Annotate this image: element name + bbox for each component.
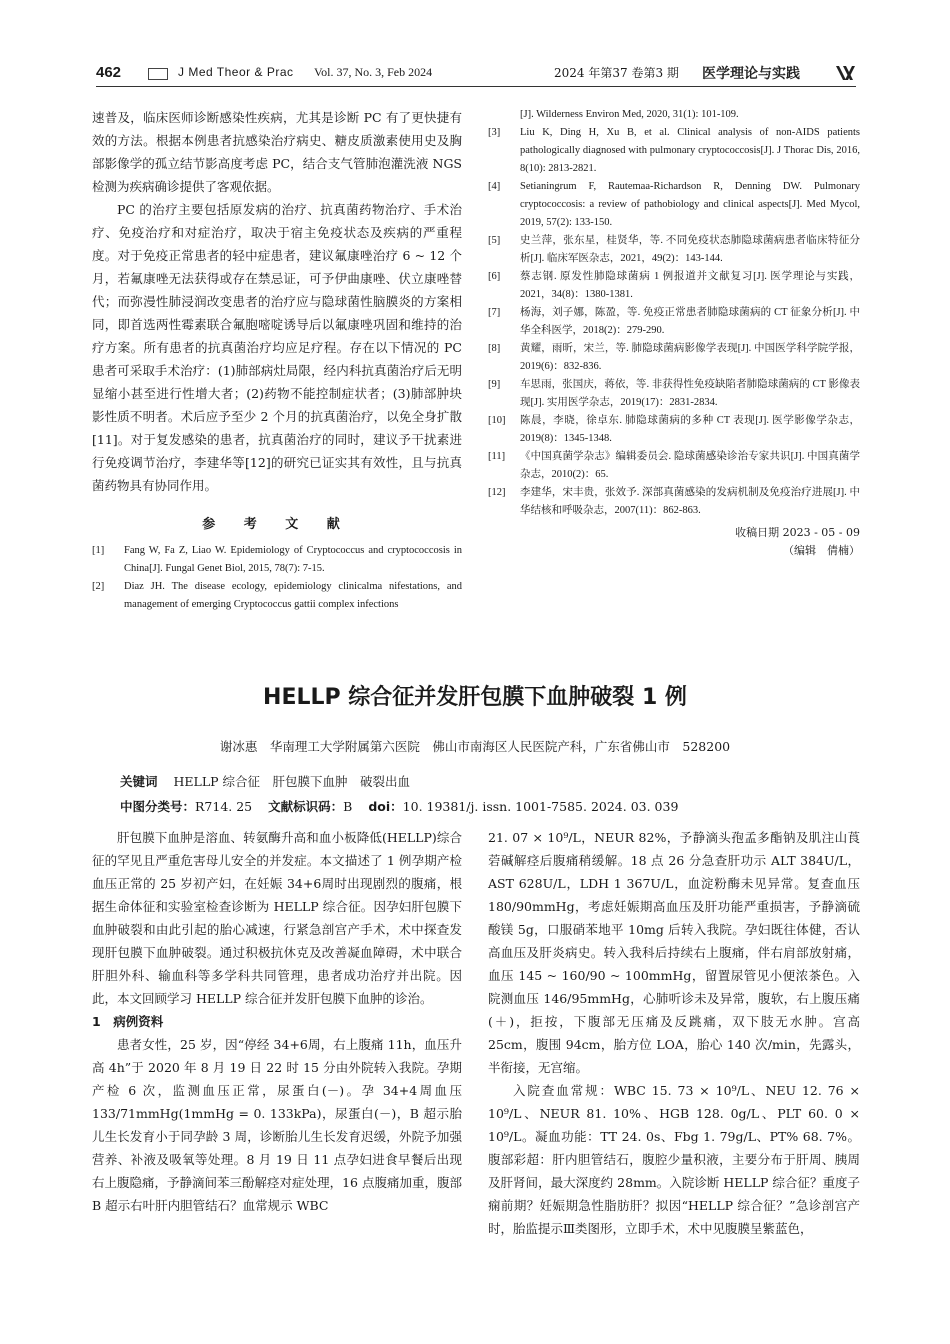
reference-number: [5] bbox=[488, 235, 501, 246]
reference-text: 车思雨，张国庆，蒋依，等. 非获得性免疫缺陷者肺隐球菌病的 CT 影像表现[J]. 实用医学杂志，2019(17)：2831-2834. bbox=[520, 379, 860, 408]
reference-item bbox=[92, 578, 462, 614]
reference-item bbox=[488, 448, 860, 484]
reference-number: [1] bbox=[92, 545, 105, 556]
article-title: HELLP 综合征并发肝包膜下血肿破裂 1 例 bbox=[263, 685, 687, 710]
reference-text: 黄耀，雨昕，宋兰，等. 肺隐球菌病影像学表现[J]. 中国医学科学院学报，2019(6)：832-836. bbox=[520, 343, 860, 372]
case-paragraph: 入院查血常规：WBC 15. 73 × 10⁹/L、NEU 12. 76 × 10⁹/L、NEUR 81. 10%、HGB 128. 0g/L、PLT 60. 0 × 10⁹/L。凝血功能：TT 24. 0s、Fbg 1. 79g/L、PT% 68. 7%。腹部彩超：肝内胆管结石，腹腔少量积液，主要分布于肝周、胰周及肝肾间，最大深度约 28mm。入院诊断 HELLP 综合征？重度子痫前期？妊娠期急性脂肪肝？拟因“HELLP 综合征？”急诊剖宫产时，胎监提示Ⅲ类图形，立即手术，术中见腹膜呈紫蓝色， bbox=[488, 1083, 860, 1236]
clc-value: R714. 25 bbox=[195, 799, 253, 814]
editor-credit: （编辑 倩楠） bbox=[783, 544, 860, 557]
prev-article-right-column bbox=[488, 106, 860, 560]
reference-text: 史兰萍，张东星，桂贤华，等. 不同免疫状态肺隐球菌病患者临床特征分析[J]. 临床军医杂志，2021，49(2)：143-144. bbox=[520, 235, 860, 264]
reference-text: 陈晨，李晓，徐卓东. 肺隐球菌病的多种 CT 表现[J]. 医学影像学杂志，2019(8)：1345-1348. bbox=[520, 415, 860, 444]
reference-text: Fang W, Fa Z, Liao W. Epidemiology of Cryptococcus and cryptococcosis in China[J]. Fungal Genet Biol, 2015, 78(7): 7-15. bbox=[124, 545, 462, 574]
page-header bbox=[96, 64, 856, 90]
case-paragraph: 患者女性，25 岁，因“停经 34+6周，右上腹痛 11h，血压升高 4h”于 2020 年 8 月 19 日 22 时 15 分由外院转入我院。孕期产检 6 次，监测血压正常，尿蛋白(－)。孕 34+4周血压 133/71mmHg(1mmHg = 0. 133kPa)，尿蛋白(－)，B 超示胎儿生长发育小于同孕龄 3 周，诊断胎儿生长发育迟缓，外院予加强营养、补液及吸氧等处理。8 月 19 日 11 点孕妇进食早餐后出现右上腹隐痛，予静滴间苯三酚解痉对症处理，16 点腹痛加重，腹部 B 超示右叶肝内胆管结石？血常规示 WBC bbox=[92, 1037, 462, 1213]
reference-item bbox=[92, 542, 462, 578]
reference-item bbox=[488, 484, 860, 520]
volume-info: Vol. 37, No. 3, Feb 2024 bbox=[314, 65, 433, 79]
reference-item bbox=[488, 124, 860, 178]
section-heading: 1 病例资料 bbox=[92, 1014, 164, 1029]
reference-continuation: [J]. Wilderness Environ Med, 2020, 31(1): 101-109. bbox=[520, 109, 739, 120]
keywords-value: HELLP 综合征 肝包膜下血肿 破裂出血 bbox=[173, 774, 411, 789]
reference-item bbox=[488, 376, 860, 412]
prev-article-left-column bbox=[92, 106, 462, 614]
reference-text: 李建华，宋丰贵，张效予. 深部真菌感染的发病机制及免疫治疗进展[J]. 中华结核和呼吸杂志，2007(11)：862-863. bbox=[520, 487, 860, 516]
author-affiliation: 谢冰惠 华南理工大学附属第六医院 佛山市南海区人民医院产科，广东省佛山市 528200 bbox=[219, 739, 731, 754]
reference-item bbox=[488, 268, 860, 304]
body-paragraph: PC 的治疗主要包括原发病的治疗、抗真菌药物治疗、手术治疗、免疫治疗和对症治疗，取决于宿主免疫状态及疾病的严重程度。对于免疫正常患者的轻中症患者，建议氟康唑治疗 6 ~ 12 个月，若氟康唑无法获得或存在禁忌证，可予伊曲康唑、伏立康唑替代；而弥漫性肺浸润改变患者的治疗应与隐球菌性脑膜炎的方案相同，即首选两性霉素联合氟胞嘧啶诱导后以氟康唑巩固和维持的治疗方案。所有患者的抗真菌治疗均应足疗程。存在以下情况的 PC 患者可采取手术治疗：(1)肺部病灶局限，经内科抗真菌治疗后无明显缩小甚至进行性增大者；(2)药物不能控制症状者；(3)肺部肿块影性质不明者。术后应予至少 2 个月的抗真菌治疗，以免全身扩散[11]。对于复发感染的患者，抗真菌治疗的同时，建议予干扰素进行免疫调节治疗，李建华等[12]的研究已证实其有效性，且与抗真菌药物具有协同作用。 bbox=[92, 202, 462, 493]
reference-number: [8] bbox=[488, 343, 501, 354]
volume-info-cn: 2024 年第37 卷第3 期 bbox=[554, 66, 679, 80]
reference-text: Diaz JH. The disease ecology, epidemiology clinicalma nifestations, and management of emerging Cryptococcus gattii complex infections bbox=[124, 581, 462, 610]
received-date: 收稿日期 2023 - 05 - 09 bbox=[735, 526, 860, 539]
reference-text: 杨海，刘子娜，陈盈，等. 免疫正常患者肺隐球菌病的 CT 征象分析[J]. 中华全科医学，2018(2)：279-290. bbox=[520, 307, 860, 336]
reference-text: 蔡志钢. 原发性肺隐球菌病 1 例报道并文献复习[J]. 医学理论与实践，2021，34(8)：1380-1381. bbox=[520, 271, 860, 300]
doc-code-label: 文献标识码： bbox=[268, 799, 344, 814]
reference-item bbox=[488, 304, 860, 340]
journal-abbrev: J Med Theor & Prac bbox=[178, 65, 294, 79]
journal-brand: 医学理论与实践 bbox=[702, 66, 800, 82]
article-left-column bbox=[92, 826, 462, 1217]
body-paragraph: 速普及，临床医师诊断感染性疾病，尤其是诊断 PC 有了更快捷有效的方法。根据本例患者抗感染治疗病史、糖皮质激素使用史及胸部影像学的孤立结节影高度考虑 PC，结合支气管肺泡灌洗液 NGS 检测为疾病确诊提供了客观依据。 bbox=[92, 110, 462, 194]
reference-item bbox=[488, 412, 860, 448]
reference-item bbox=[488, 340, 860, 376]
reference-number: [7] bbox=[488, 307, 501, 318]
reference-number: [11] bbox=[488, 451, 506, 462]
reference-item bbox=[488, 232, 860, 268]
reference-text: Liu K, Ding H, Xu B, et al. Clinical analysis of non-AIDS patients pathologically diagnosed with pulmonary cryptococcosis[J]. J Thorac Dis, 2016, 8(10): 2813-2821. bbox=[520, 127, 860, 174]
journal-logo-icon bbox=[834, 64, 856, 82]
intro-paragraph: 肝包膜下血肿是溶血、转氨酶升高和血小板降低(HELLP)综合征的罕见且严重危害母儿安全的并发症。本文描述了 1 例孕期产检血压正常的 25 岁初产妇，在妊娠 34+6周时出现剧烈的腹痛，根据生命体征和实验室检查诊断为 HELLP 综合征。因孕妇肝包膜下血肿破裂和由此引起的胎心减速，行紧急剖宫产手术，术中探查发现肝包膜下血肿破裂。通过积极抗休克及改善凝血障碍，术中联合肝胆外科、输血科等多学科共同管理，患者成功治疗并出院。因此，本文回顾学习 HELLP 综合征并发肝包膜下血肿的诊治。 bbox=[92, 830, 462, 1006]
reference-number: [12] bbox=[488, 487, 506, 498]
reference-number: [6] bbox=[488, 271, 501, 282]
header-rule bbox=[96, 86, 856, 87]
reference-number: [10] bbox=[488, 415, 506, 426]
reference-text: 《中国真菌学杂志》编辑委员会. 隐球菌感染诊治专家共识[J]. 中国真菌学杂志，2010(2)：65. bbox=[520, 451, 860, 480]
doi-label: doi： bbox=[368, 799, 403, 814]
reference-text: Setianingrum F, Rautemaa-Richardson R, Denning DW. Pulmonary cryptococcosis: a review of pathobiology and clinical aspects[J]. Med Mycol, 2019, 57(2): 133-150. bbox=[520, 181, 860, 228]
references-title: 参 考 文 献 bbox=[202, 517, 352, 532]
classification-line bbox=[120, 797, 678, 815]
reference-number: [4] bbox=[488, 181, 501, 192]
header-box-icon bbox=[148, 68, 168, 80]
keywords-label: 关键词 bbox=[120, 774, 158, 789]
doi-value: 10. 19381/j. issn. 1001-7585. 2024. 03. 039 bbox=[402, 799, 679, 814]
keywords-line bbox=[120, 772, 410, 790]
article-right-column bbox=[488, 826, 860, 1240]
reference-item bbox=[488, 178, 860, 232]
case-paragraph: 21. 07 × 10⁹/L，NEUR 82%，予静滴头孢孟多酯钠及肌注山莨菪碱解痉后腹痛稍缓解。18 点 26 分急查肝功示 ALT 384U/L，AST 628U/L，LDH 1 367U/L，血淀粉酶未见异常。复查血压 180/90mmHg，考虑妊娠期高血压及肝功能严重损害，予静滴硫酸镁 5g，口服硝苯地平 10mg 后转入我院。孕妇既往体健，否认高血压及肝炎病史。转入我科后持续右上腹痛，伴右肩部放射痛，血压 145 ~ 160/90 ~ 100mmHg，留置尿管见小便浓茶色。入院测血压 146/95mmHg，心肺听诊未及异常，腹软，右上腹压痛(＋)，拒按，下腹部无压痛及反跳痛，双下肢无水肿。宫高 25cm，腹围 94cm，胎方位 LOA，胎心 140 次/min，先露头，半衔接，无宫缩。 bbox=[488, 830, 860, 1075]
doc-code-value: B bbox=[343, 799, 353, 814]
clc-label: 中图分类号： bbox=[120, 799, 196, 814]
reference-number: [3] bbox=[488, 127, 501, 138]
reference-number: [2] bbox=[92, 581, 105, 592]
reference-number: [9] bbox=[488, 379, 501, 390]
page-number: 462 bbox=[96, 64, 122, 81]
